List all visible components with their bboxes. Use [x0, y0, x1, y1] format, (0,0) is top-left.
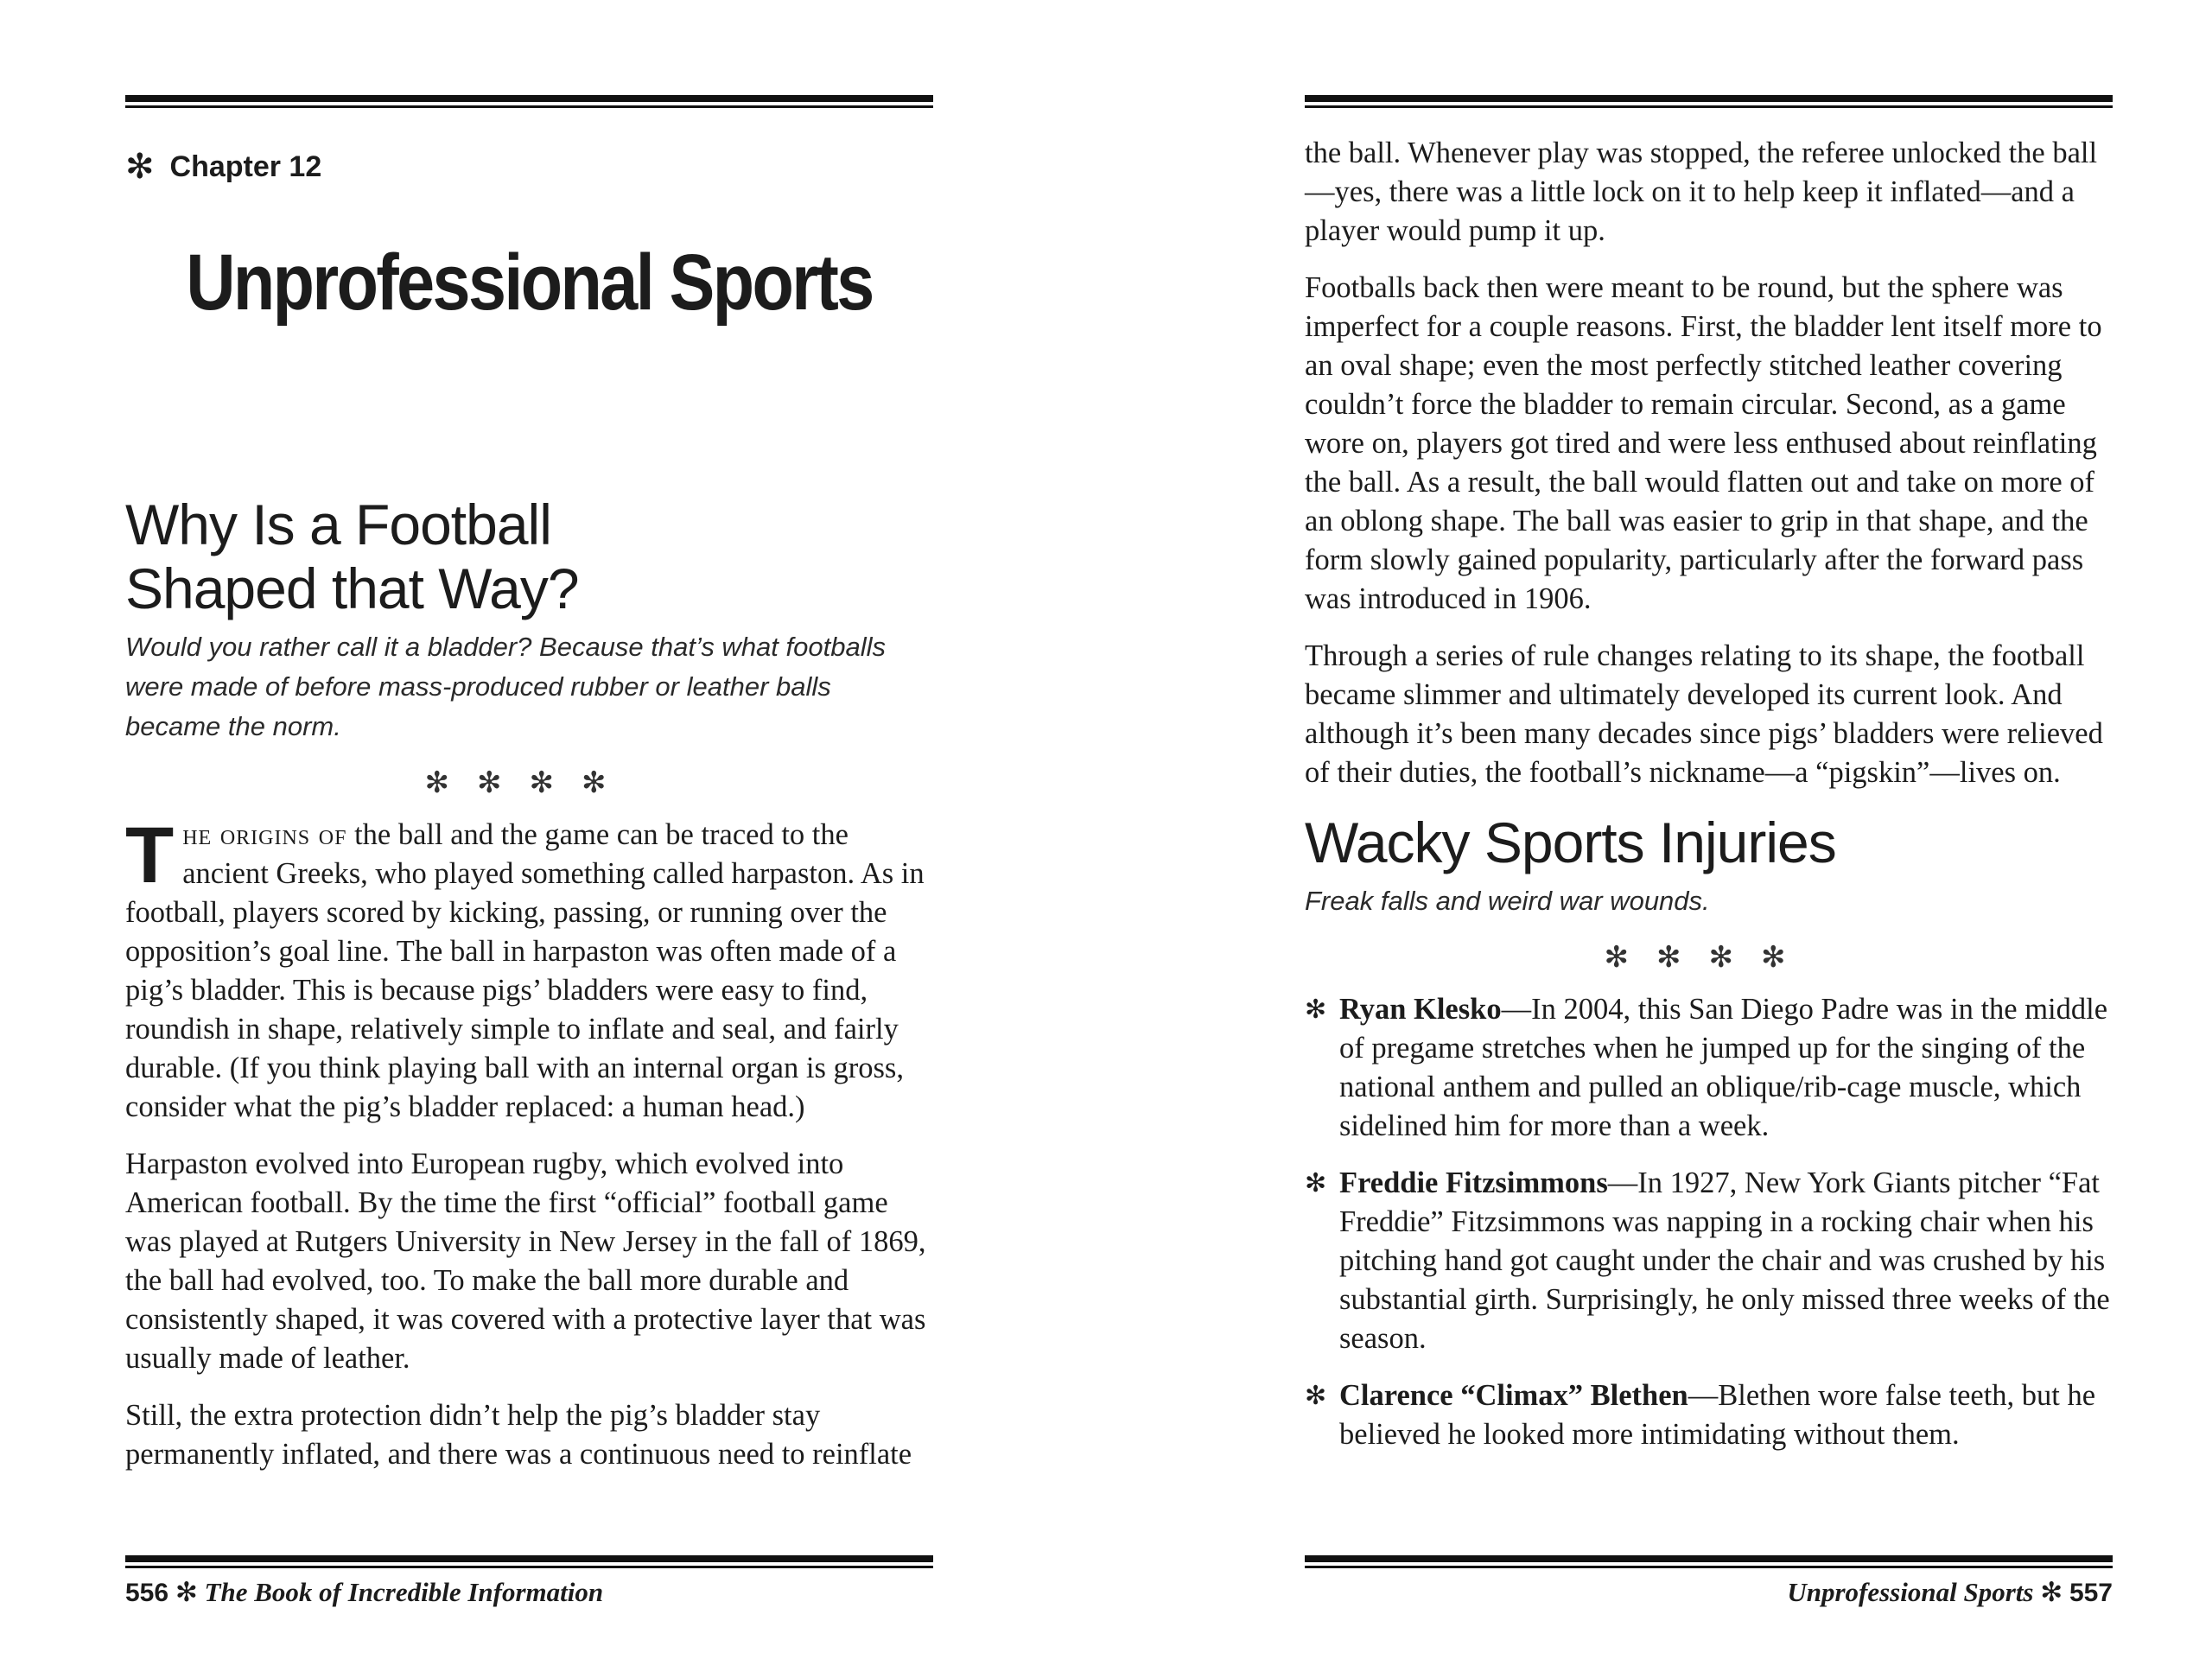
- page-number: 557: [2069, 1579, 2113, 1607]
- header-rule-thick: [1305, 95, 2113, 102]
- list-item-text: —Blethen wore false teeth, but he believed he looked more intimidating without them.: [1339, 1379, 2096, 1451]
- paragraph-text: the ball and the game can be traced to the ancient Greeks, who played something called harpaston. As in football, players scored by kicking, passing, or running over the opposition’s goal line. The ball in harpaston was often made of a pig’s bladder. This is because pigs’ bladders were easy to find, roundish in shape, relatively simple to inflate and seal, and fairly durable. (If you think playing ball with an internal organ is gross, consider what the pig’s bladder replaced: a human head.): [125, 818, 925, 1123]
- list-item-name: Clarence “Climax” Blethen: [1339, 1379, 1688, 1412]
- list-item-text: —In 1927, New York Giants pitcher “Fat Freddie” Fitzsimmons was napping in a rocking chair when his pitching hand got caught under the chair and was crushed by his substantial girth. Surprisingly, he only missed three weeks of the season.: [1339, 1166, 2110, 1355]
- list-item-name: Freddie Fitzsimmons: [1339, 1166, 1608, 1199]
- footer-rule-thin: [125, 1566, 933, 1568]
- list-item: [1305, 1164, 2113, 1358]
- running-head-chapter-title: Unprofessional Sports: [1787, 1577, 2034, 1607]
- section-title: Wacky Sports Injuries: [1305, 810, 1836, 874]
- section-ornament: ✻✻✻✻: [424, 767, 634, 799]
- page-footer: [1787, 1577, 2113, 1608]
- body-paragraph: [125, 811, 933, 1127]
- list-item: [1305, 990, 2113, 1146]
- section-title-line2: Shaped that Way?: [125, 556, 579, 620]
- asterisk-ornament-icon: ✻: [125, 148, 155, 186]
- running-head-book-title: The Book of Incredible Information: [204, 1577, 604, 1607]
- chapter-label-text: Chapter 12: [169, 149, 322, 183]
- section-ornament: ✻✻✻✻: [1604, 942, 1814, 974]
- bullet-asterisk-icon: ✻: [1305, 1169, 1327, 1198]
- list-item-name: Ryan Klesko: [1339, 993, 1502, 1026]
- left-text-column: [125, 493, 933, 1492]
- chapter-title: Unprofessional Sports: [186, 238, 873, 327]
- asterisk-ornament-icon: ✻: [2040, 1577, 2063, 1607]
- bullet-asterisk-icon: ✻: [1305, 1382, 1327, 1410]
- footer-rule-thick: [125, 1555, 933, 1562]
- list-item-text: —In 2004, this San Diego Padre was in the middle of pregame stretches when he jumped up for the singing of the national anthem and pulled an oblique/rib-cage muscle, which sidelined him for more than a week.: [1339, 993, 2108, 1142]
- footer-rule-thick: [1305, 1555, 2113, 1562]
- header-rule-thick: [125, 95, 933, 102]
- right-text-column: [1305, 134, 2113, 1472]
- footer-rule-thin: [1305, 1566, 2113, 1568]
- body-paragraph: Through a series of rule changes relating to its shape, the football became slimmer and ultimately developed its current look. And although it’s been many decades since pigs’ bladders were relieved of their duties, the football’s nickname—a “pigskin”—lives on.: [1305, 639, 2103, 789]
- injury-list: [1305, 990, 2113, 1454]
- header-rule-thin: [1305, 105, 2113, 108]
- body-paragraph: Harpaston evolved into European rugby, which evolved into American football. By the time the first “official” football game was played at Rutgers University in New Jersey in the fall of 1869, the ball had evolved, too. To make the ball more durable and consistently shaped, it was covered with a protective layer that was usually made of leather.: [125, 1147, 926, 1375]
- header-rule-thin: [125, 105, 933, 108]
- section-title: [125, 493, 933, 620]
- section-subtitle: Would you rather call it a bladder? Because that’s what footballs were made of before mass-produced rubber or leather balls became the norm.: [125, 632, 886, 741]
- page-number: 556: [125, 1579, 169, 1607]
- body-paragraph: Footballs back then were meant to be round, but the sphere was imperfect for a couple reasons. First, the bladder lent itself more to an oval shape; even the most perfectly stitched leather covering couldn’t force the bladder to remain circular. Second, as a game wore on, players got tired and were less enthused about reinflating the ball. As a result, the ball would flatten out and take on more of an oblong shape. The ball was easier to grip in that shape, and the form slowly gained popularity, particularly after the forward pass was introduced in 1906.: [1305, 271, 2102, 615]
- bullet-asterisk-icon: ✻: [1305, 995, 1327, 1024]
- section-subtitle: Freak falls and weird war wounds.: [1305, 886, 1710, 916]
- section-title-line1: Why Is a Football: [125, 493, 551, 556]
- asterisk-ornament-icon: ✻: [175, 1577, 198, 1607]
- body-paragraph: Still, the extra protection didn’t help the pig’s bladder stay permanently inflated, and there was a continuous need to reinflate: [125, 1399, 912, 1471]
- paragraph-lead-in: he origins of: [182, 818, 347, 851]
- drop-cap: T: [125, 811, 175, 899]
- chapter-label: [125, 147, 321, 187]
- page-footer: [125, 1577, 603, 1608]
- list-item: [1305, 1376, 2113, 1454]
- body-paragraph: the ball. Whenever play was stopped, the referee unlocked the ball—yes, there was a little lock on it to help keep it inflated—and a player would pump it up.: [1305, 137, 2098, 247]
